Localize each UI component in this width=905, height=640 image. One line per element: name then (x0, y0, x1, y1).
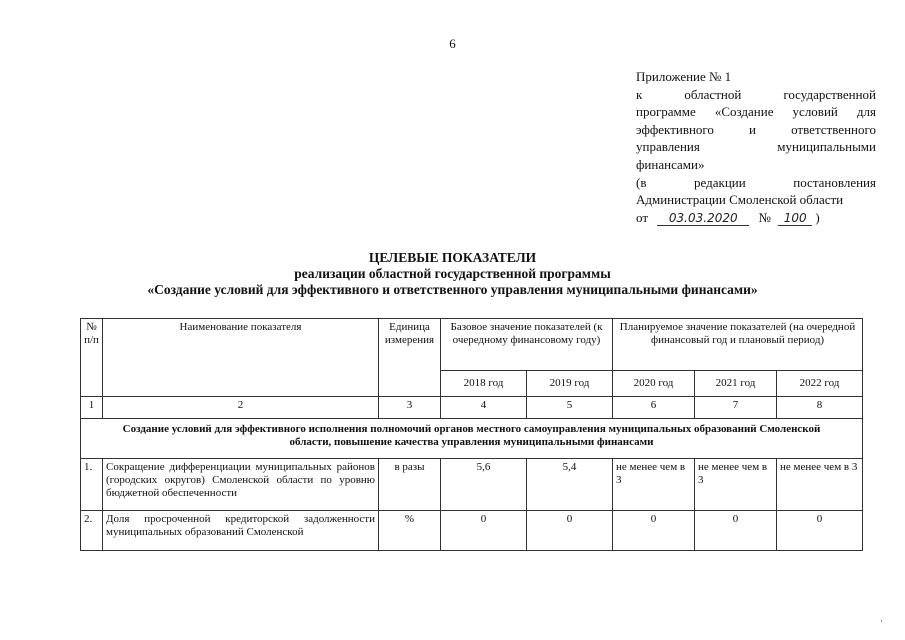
header-planned-values: Планируемое значение показателей (на очередной финансовый год и плановый период) (613, 319, 863, 371)
indicators-table (80, 318, 863, 551)
indicator-unit: в разы (379, 459, 441, 511)
appendix-line: финансами» (636, 156, 705, 172)
value-2022: 0 (777, 511, 863, 551)
column-number: 1 (81, 397, 103, 419)
header-base-values: Базовое значение показателей (к очередному финансовому году) (441, 319, 613, 371)
heading-subtitle: реализации областной государственной программы (294, 266, 611, 281)
heading-program-name: «Создание условий для эффективного и ответственного управления муниципальными финансами» (147, 282, 758, 297)
value-2018: 5,6 (441, 459, 527, 511)
row-num: 2. (81, 511, 103, 551)
document-heading (0, 250, 905, 298)
indicator-unit: % (379, 511, 441, 551)
from-label: от (636, 209, 649, 225)
column-number: 2 (103, 397, 379, 419)
handwritten-date: 03.03.2020 (657, 211, 749, 226)
scan-speck: · (880, 616, 883, 626)
row-num: 1. (81, 459, 103, 511)
column-number: 6 (613, 397, 695, 419)
header-name: Наименование показателя (103, 319, 379, 397)
table-row (81, 459, 863, 511)
heading-title: ЦЕЛЕВЫЕ ПОКАЗАТЕЛИ (368, 250, 537, 265)
closing-paren: ) (815, 209, 820, 225)
header-num: № п/п (81, 319, 103, 397)
header-year: 2019 год (527, 371, 613, 397)
value-2021: не менее чем в 3 (695, 459, 777, 511)
value-2018: 0 (441, 511, 527, 551)
value-2022: не менее чем в 3 (777, 459, 863, 511)
column-number: 3 (379, 397, 441, 419)
value-2020: 0 (613, 511, 695, 551)
appendix-title: Приложение № 1 (636, 69, 732, 84)
appendix-line: к областной государственной (636, 86, 876, 102)
page-number: 6 (449, 36, 456, 51)
appendix-line: эффективного и ответственного (636, 121, 876, 137)
appendix-line: управления муниципальными (636, 139, 876, 155)
header-year: 2021 год (695, 371, 777, 397)
header-year: 2020 год (613, 371, 695, 397)
value-2020: не менее чем в 3 (613, 459, 695, 511)
column-number-row (81, 397, 863, 419)
indicator-name: Доля просроченной кредиторской задолженности муниципальных образований Смоленской (103, 511, 379, 551)
header-unit: Единица измерения (379, 319, 441, 397)
number-label: № (758, 209, 771, 225)
column-number: 5 (527, 397, 613, 419)
column-number: 8 (777, 397, 863, 419)
column-number: 7 (695, 397, 777, 419)
value-2021: 0 (695, 511, 777, 551)
appendix-line: программе «Создание условий для (636, 104, 876, 120)
header-year: 2018 год (441, 371, 527, 397)
table-row (81, 511, 863, 551)
header-year: 2022 год (777, 371, 863, 397)
value-2019: 5,4 (527, 459, 613, 511)
value-2019: 0 (527, 511, 613, 551)
column-number: 4 (441, 397, 527, 419)
appendix-line: Администрации Смоленской области (636, 192, 844, 208)
handwritten-number: 100 (778, 211, 812, 226)
appendix-block (636, 68, 876, 226)
section-heading: Создание условий для эффективного исполнения полномочий органов местного самоуправления муниципальных образований Смоленской области, повышение качества управления муниципальными финансами (81, 419, 863, 459)
resolution-date-line (636, 209, 876, 227)
appendix-line: (в редакции постановления (636, 174, 876, 190)
indicator-name: Сокращение дифференциации муниципальных районов (городских округов) Смоленской области по уровню бюджетной обеспеченности (103, 459, 379, 511)
